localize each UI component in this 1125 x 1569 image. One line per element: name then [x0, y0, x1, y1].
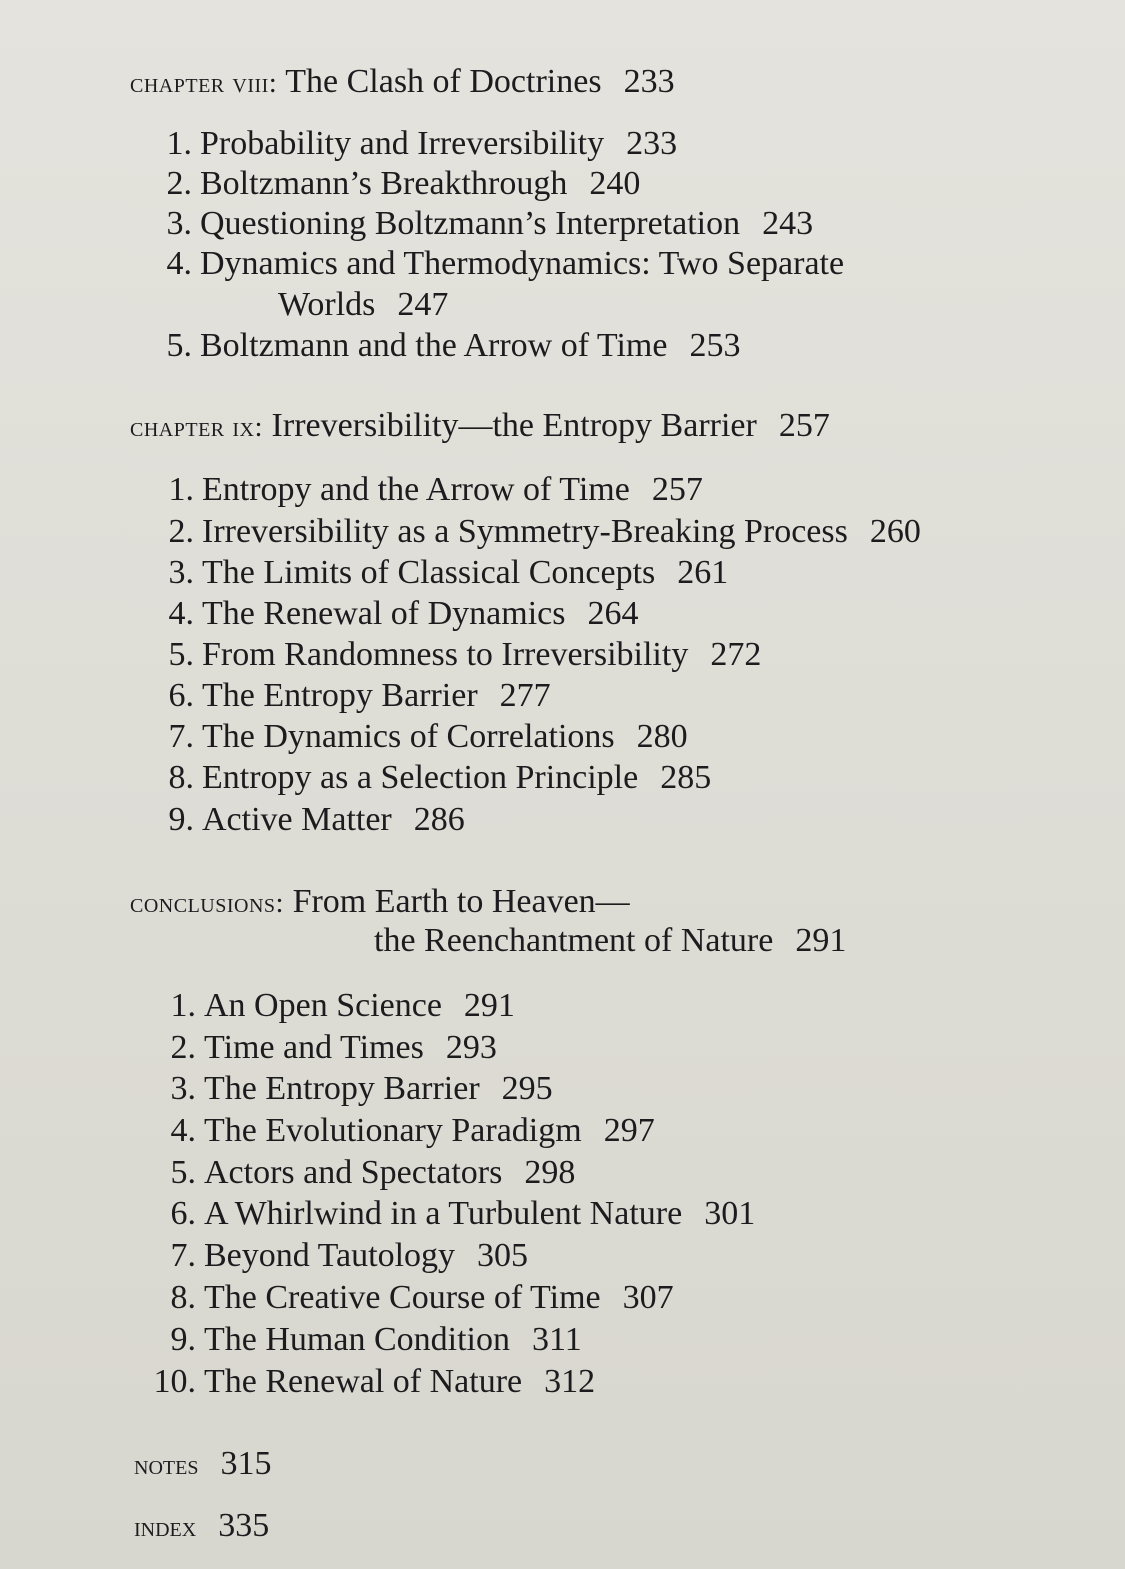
entry-page: 264: [587, 595, 639, 632]
entry-number: 2.: [170, 1029, 196, 1066]
entry-page: 295: [501, 1070, 553, 1107]
entry-page: 261: [677, 554, 729, 591]
entry-title: The Entropy Barrier: [204, 1070, 480, 1107]
entry-title: Active Matter: [202, 801, 392, 838]
chapter-9-page: 257: [778, 407, 830, 444]
entry-number: 2.: [166, 165, 192, 202]
entry-title: The Evolutionary Paradigm: [204, 1112, 582, 1149]
toc-entry[interactable]: [152, 1320, 582, 1360]
chapter-8-heading[interactable]: [130, 62, 675, 103]
entry-number: 4.: [168, 595, 194, 632]
entry-title: From Randomness to Irreversibility: [202, 636, 689, 673]
entry-title: Entropy and the Arrow of Time: [202, 471, 630, 508]
entry-title: Beyond Tautology: [204, 1237, 456, 1274]
entry-number: 9.: [170, 1321, 196, 1358]
toc-entry[interactable]: [150, 470, 703, 510]
toc-entry[interactable]: [152, 1362, 595, 1402]
entry-page: 312: [544, 1363, 596, 1400]
entry-number: 7.: [168, 718, 194, 755]
entry-title: The Renewal of Dynamics: [202, 595, 566, 632]
index-entry[interactable]: [134, 1506, 269, 1548]
entry-number: 8.: [170, 1279, 196, 1316]
notes-label: notes: [134, 1450, 199, 1481]
entry-page: 301: [704, 1195, 756, 1232]
toc-entry-continuation[interactable]: [278, 285, 448, 325]
entry-page: 293: [445, 1029, 497, 1066]
conclusions-title-continued[interactable]: [374, 921, 846, 961]
entry-page: 291: [463, 987, 515, 1024]
chapter-9-title: Irreversibility—the Entropy Barrier: [271, 407, 757, 444]
chapter-9-label: chapter ix:: [130, 411, 264, 443]
entry-number: 3.: [166, 205, 192, 242]
entry-number: 2.: [168, 513, 194, 550]
toc-entry[interactable]: [152, 1278, 674, 1318]
entry-number: 7.: [170, 1237, 196, 1274]
index-page: 335: [218, 1507, 270, 1544]
entry-title: Probability and Irreversibility: [200, 125, 605, 162]
chapter-8-label: chapter viii:: [130, 67, 278, 99]
entry-page: 277: [499, 677, 551, 714]
entry-title: Actors and Spectators: [204, 1154, 503, 1191]
toc-entry[interactable]: [150, 758, 711, 798]
chapter-8-title: The Clash of Doctrines: [285, 63, 602, 100]
toc-entry[interactable]: [152, 1194, 755, 1234]
toc-entry[interactable]: [150, 635, 761, 675]
entry-number: 9.: [168, 801, 194, 838]
index-label: index: [134, 1512, 197, 1543]
entry-page: 286: [413, 801, 465, 838]
entry-number: 5.: [166, 327, 192, 364]
entry-title: Dynamics and Thermodynamics: Two Separate: [200, 245, 845, 282]
entry-number: 1.: [170, 987, 196, 1024]
toc-entry[interactable]: [148, 124, 677, 164]
toc-entry[interactable]: [150, 512, 921, 552]
entry-number: 5.: [170, 1154, 196, 1191]
entry-number: 3.: [168, 554, 194, 591]
entry-page: 280: [636, 718, 688, 755]
toc-entry[interactable]: [148, 326, 740, 366]
entry-number: 5.: [168, 636, 194, 673]
toc-entry[interactable]: [150, 800, 465, 840]
entry-title: The Dynamics of Correlations: [202, 718, 615, 755]
entry-title: Time and Times: [204, 1029, 424, 1066]
toc-entry[interactable]: [152, 1069, 553, 1109]
entry-number: 3.: [170, 1070, 196, 1107]
chapter-9-heading[interactable]: [130, 406, 830, 447]
toc-entry[interactable]: [152, 1236, 528, 1276]
toc-entry[interactable]: [148, 244, 844, 284]
entry-number: 4.: [166, 245, 192, 282]
entry-title: Questioning Boltzmann’s Interpretation: [200, 205, 741, 242]
entry-page: 247: [397, 286, 449, 323]
entry-title: Boltzmann’s Breakthrough: [200, 165, 568, 202]
toc-entry[interactable]: [148, 164, 640, 204]
toc-entry[interactable]: [150, 553, 728, 593]
notes-page: 315: [220, 1445, 272, 1482]
entry-page: 240: [589, 165, 641, 202]
entry-page: 298: [524, 1154, 576, 1191]
entry-title: The Entropy Barrier: [202, 677, 478, 714]
toc-entry[interactable]: [148, 204, 813, 244]
entry-page: 260: [869, 513, 921, 550]
entry-title: Irreversibility as a Symmetry-Breaking Process: [202, 513, 848, 550]
entry-number: 8.: [168, 759, 194, 796]
entry-title: Entropy as a Selection Principle: [202, 759, 639, 796]
entry-page: 233: [626, 125, 678, 162]
entry-title: The Renewal of Nature: [204, 1363, 523, 1400]
conclusions-page: 291: [795, 922, 847, 959]
entry-title: Boltzmann and the Arrow of Time: [200, 327, 668, 364]
entry-number: 1.: [168, 471, 194, 508]
toc-entry[interactable]: [152, 986, 515, 1026]
entry-number: 6.: [168, 677, 194, 714]
entry-page: 243: [762, 205, 814, 242]
entry-page: 285: [660, 759, 712, 796]
toc-entry[interactable]: [152, 1028, 497, 1068]
entry-page: 257: [651, 471, 703, 508]
entry-title: A Whirlwind in a Turbulent Nature: [204, 1195, 683, 1232]
toc-entry[interactable]: [152, 1111, 655, 1151]
toc-entry[interactable]: [152, 1153, 575, 1193]
entry-title: An Open Science: [204, 987, 442, 1024]
entry-title-continued: Worlds: [278, 286, 376, 323]
entry-number: 1.: [166, 125, 192, 162]
entry-page: 307: [622, 1279, 674, 1316]
entry-page: 253: [689, 327, 741, 364]
toc-entry[interactable]: [150, 717, 688, 757]
entry-title: The Human Condition: [204, 1321, 510, 1358]
entry-number: 10.: [153, 1363, 196, 1400]
entry-page: 297: [603, 1112, 655, 1149]
entry-page: 305: [477, 1237, 529, 1274]
toc-entry[interactable]: [150, 594, 639, 634]
entry-title: The Creative Course of Time: [204, 1279, 601, 1316]
entry-number: 6.: [170, 1195, 196, 1232]
conclusions-heading[interactable]: [130, 882, 630, 923]
entry-number: 4.: [170, 1112, 196, 1149]
entry-page: 272: [710, 636, 762, 673]
chapter-8-page: 233: [623, 63, 675, 100]
entry-page: 311: [531, 1321, 582, 1358]
conclusions-title-line-2: the Reenchantment of Nature: [374, 922, 774, 959]
entry-title: The Limits of Classical Concepts: [202, 554, 656, 591]
conclusions-label: conclusions:: [130, 887, 285, 919]
toc-entry[interactable]: [150, 676, 551, 716]
notes-entry[interactable]: [134, 1444, 271, 1486]
conclusions-title: From Earth to Heaven—: [292, 883, 630, 920]
